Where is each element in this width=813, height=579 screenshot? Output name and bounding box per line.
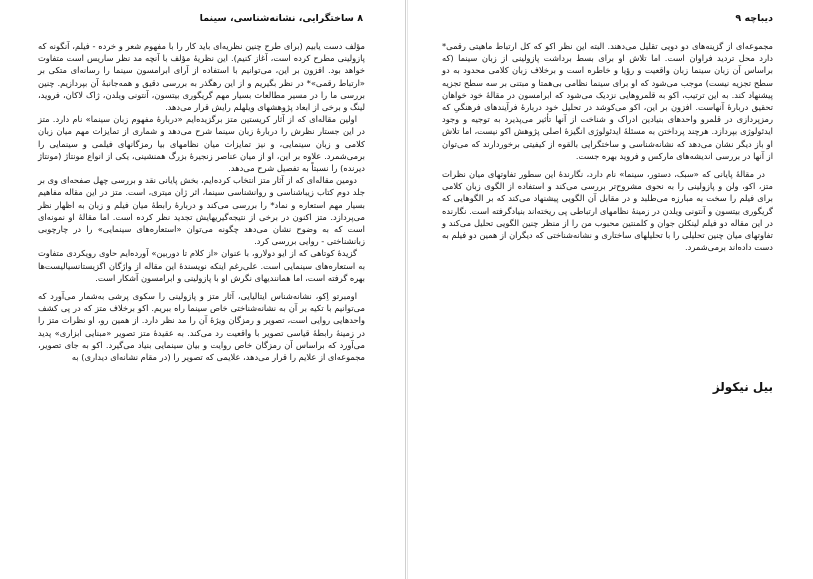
paragraph: مجموعه‌ای از گزینه‌های دو دویی تقلیل می‌دهند. البته این نظر اکو که کل ارتباط ماهیتی رقمی* دارد محل تردید فراوان است. اما تلاش او برای بسط برداشت پازولینی از زبان سینما (که براساس آن زبان سینما زبان واقعیت و رؤیا و خاطره است و برخلاف زبان کلامی محدود به دو سطح تجزیه نیست) موجب می‌شود که او برای سینما نظامی بی‌همتا و مبتنی بر سه سطح تجزیه پیشنهاد کند. به این ترتیب، اکو به قلمروهایی نزدیک می‌شود که ابرامسون در مقالهٔ خود خواهان تحقیق دربارهٔ آنهاست. افزون بر این، اکو می‌کوشد در تحلیل خود دربارهٔ فرآیندهای فرهنگیِ که رمزپردازی در قلمرو واحدهای بنیادین ادراک و شناخت از آنها تأثیر می‌پذیرد به توجیه و وجود ایدئولوژی بپردازد. هرچند پرداختن به مسئلهٔ ایدئولوژی انگیزهٔ اصلی پژوهش اکو نیست، اما تلاش او باز دیگر نشان می‌دهد که نشانه‌شناسی و ساختگرایی بالقوه از کیفیتی برخوردارند که می‌توان از آنها در بررسی اندیشه‌های مارکس و فروید بهره جست. xyxy=(442,41,773,161)
paragraph: در مقالهٔ پایانی که «سبک، دستور، سینما» نام دارد، نگارندهٔ این سطور تفاوتهای میان نظرات متز، اکو، ولن و پازولینی را به نحوی مشروح‌تر بررسی می‌کند و استفاده از الگوی زبان کلامی برای فیلم را سخت به مبارزه می‌طلبد و در مقابل آن الگویی پیشنهاد می‌کند که بر الگوهایی که گریگوری بیتسون و آنتونی ویلدن در زمینهٔ نظامهای ارتباطی پی ریخته‌اند بنیادگرفته است. نگارنده در این مقاله دو فیلم لینکلن جوان و کلمنتین محبوب من را از منظر چنین الگویی تحلیل می‌کند و تفاوتهای میان چنین تحلیلی را با تحلیلهای ساختاری و نشانه‌شناختی که دیگران از همین دو فیلم به دست داده‌اند برمی‌شمرد. xyxy=(442,169,773,253)
paragraph: اومبرتو اِکو، نشانه‌شناس ایتالیایی، آثار متز و پازولینی را سکوی پرشی به‌شمار می‌آورد که می‌توانیم با تکیه بر آن به نشانه‌شناختی خاص سینما راه ببریم. اکو برخلاف متز که در پی کشف واحدهایی روایی است، تصویر و رمزگان ویژهٔ آن را مد نظر دارد. از همین رو، او نظرات متز را در زمینهٔ رابطهٔ قیاسی تصویر با واقعیت رد می‌کند. به عقیدهٔ متز تصویر «مبنایی ابزاری» پدید می‌آورد که براساس آن رمزگان خاص روایت و بیان سینمایی بنیاد می‌گیرد. اکو به جای تصویر، مجموعه‌ای از علایم را قرار می‌دهد، علایمی که تصویر را (در مقام نشانه‌ای دیداری) به xyxy=(38,291,365,363)
page-body xyxy=(38,40,365,363)
left-page xyxy=(0,0,406,579)
header-title: ۸ ساختگرایی، نشانه‌شناسی، سینما xyxy=(199,13,363,24)
paragraph: اولین مقاله‌ای که از آثار کریستین متز برگزیده‌ایم «دربارهٔ مفهوم زبان سینما» نام دارد. متز در این جستار نظرش را دربارهٔ زبان سینما شرح می‌دهد و شماری از تمایزات مهم میان زبان کلامی و زبان سینمایی، و نیز تمایزات میان نظامهای بیا رمزگانهای فیلمی و سینمایی را برمی‌شمرد. علاوه بر این، او از میان عناصر زنجیرهٔ بزرگ همنشینی، یکی از انواع مونتاژ (مونتاژ دیرنده) را نسبتاً به تفصیل شرح می‌دهد. xyxy=(38,114,365,174)
paragraph: دومین مقاله‌ای که از آثار متز انتخاب کرده‌ایم، بخش پایانی نقد و بررسی چهل صفحه‌ای وی بر جلد دوم کتاب زیباشناسی و روانشناسی سینما، اثر ژان میتری، است. متز در این مقاله مفاهیم بسیار مهم استعاره و نماد* را بررسی می‌کند و دربارهٔ رابطهٔ میان فیلم و زبان به اظهار نظر می‌پردازد. متز اکنون در برخی از نتیجه‌گیریهایش تجدید نظر کرده است. اما مقالهٔ او نمونه‌ای است که به وضوح نشان می‌دهد چگونه می‌توان «استعاره‌های سینمایی» را در چارچوبی زبانشناختی - روایی بررسی کرد. xyxy=(38,175,365,247)
page-header xyxy=(0,10,405,28)
right-page xyxy=(407,0,813,579)
page-header xyxy=(408,10,813,28)
page-body xyxy=(442,40,773,253)
author-signature: بیل نیکولز xyxy=(712,380,773,394)
paragraph: مؤلف دست یابیم (برای طرح چنین نظریه‌ای باید کار را با مفهوم شعر و خرده - فیلم، آنگونه که پازولینی مطرح کرده است، آغاز کنیم). این نظریهٔ مؤلف با آنچه مد نظر ساریس است متفاوت خواهد بود. افزون بر این، می‌توانیم با استفاده از آرای ابرامسون سینما را رسانه‌ای متکی بر «ارتباط رقمی»* در نظر بگیریم و از این رهگذر به بررسی دقیق و همه‌جانبهٔ آن بپردازیم. چنین بررسی ما را در مسیر مطالعات بسیار مهم گریگوری بیتسون، آنتونی ویلدن، ژاک لاکان، فروید، لینگ و برخی از ابعاد پژوهشهای ویلهلم رایش قرار می‌دهد. xyxy=(38,41,365,113)
paragraph: گزیدهٔ کوتاهی که از ایو دولارو، با عنوان «از کلام تا دوربین» آورده‌ایم حاوی رویکردی متفاوت به استعاره‌های سینمایی است. علی‌رغم اینکه نویسندهٔ این مقاله از واژگان اگزیستانسیالیست‌ها بهره گرفته است، اما همانندیهای نگرش او با پازولینی و ابرامسون آشکار است. xyxy=(38,248,365,283)
header-title: دیباچه ۹ xyxy=(735,13,773,24)
